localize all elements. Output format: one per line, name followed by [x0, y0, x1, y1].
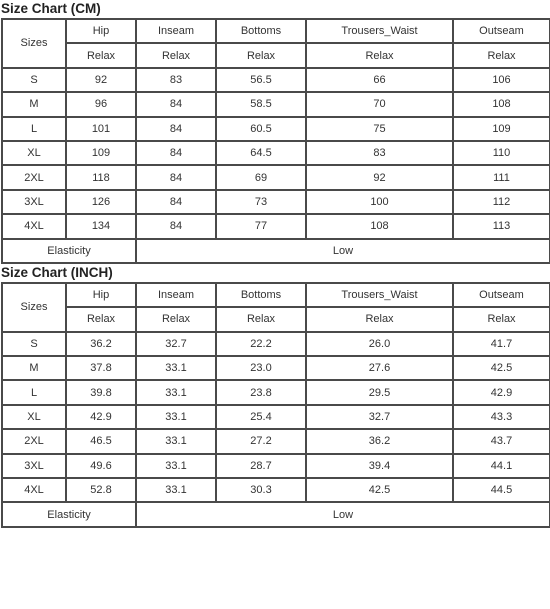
table-row	[2, 214, 550, 238]
value-cell: 111	[453, 165, 550, 189]
size-cell: 4XL	[2, 214, 66, 238]
size-chart-inch-section	[0, 264, 550, 528]
column-header-outseam: Outseam	[453, 19, 550, 43]
value-cell: 84	[136, 214, 216, 238]
table-row	[2, 454, 550, 478]
fit-cell: Relax	[453, 43, 550, 67]
value-cell: 58.5	[216, 92, 306, 116]
value-cell: 25.4	[216, 405, 306, 429]
column-header-bottoms: Bottoms	[216, 283, 306, 307]
value-cell: 36.2	[66, 332, 136, 356]
value-cell: 118	[66, 165, 136, 189]
table-row	[2, 478, 550, 502]
column-header-hip: Hip	[66, 283, 136, 307]
value-cell: 134	[66, 214, 136, 238]
value-cell: 36.2	[306, 429, 453, 453]
value-cell: 106	[453, 68, 550, 92]
size-cell: XL	[2, 405, 66, 429]
table-row	[2, 429, 550, 453]
table-row	[2, 332, 550, 356]
value-cell: 52.8	[66, 478, 136, 502]
value-cell: 27.6	[306, 356, 453, 380]
column-header-bottoms: Bottoms	[216, 19, 306, 43]
value-cell: 37.8	[66, 356, 136, 380]
value-cell: 26.0	[306, 332, 453, 356]
value-cell: 33.1	[136, 429, 216, 453]
fit-cell: Relax	[66, 43, 136, 67]
value-cell: 44.5	[453, 478, 550, 502]
table-row	[2, 380, 550, 404]
value-cell: 42.5	[306, 478, 453, 502]
fit-row	[2, 307, 550, 331]
size-cell: M	[2, 356, 66, 380]
value-cell: 22.2	[216, 332, 306, 356]
table-row	[2, 92, 550, 116]
value-cell: 109	[66, 141, 136, 165]
table-row	[2, 165, 550, 189]
value-cell: 56.5	[216, 68, 306, 92]
value-cell: 113	[453, 214, 550, 238]
fit-cell: Relax	[136, 43, 216, 67]
column-header-hip: Hip	[66, 19, 136, 43]
elasticity-value: Low	[136, 502, 550, 526]
column-header-outseam: Outseam	[453, 283, 550, 307]
value-cell: 60.5	[216, 117, 306, 141]
value-cell: 43.3	[453, 405, 550, 429]
value-cell: 32.7	[306, 405, 453, 429]
value-cell: 112	[453, 190, 550, 214]
size-cell: L	[2, 380, 66, 404]
value-cell: 108	[453, 92, 550, 116]
value-cell: 75	[306, 117, 453, 141]
size-chart-cm-table	[1, 18, 550, 264]
elasticity-row	[2, 502, 550, 526]
value-cell: 69	[216, 165, 306, 189]
table-row	[2, 68, 550, 92]
value-cell: 101	[66, 117, 136, 141]
table-row	[2, 141, 550, 165]
size-cell: S	[2, 68, 66, 92]
value-cell: 39.8	[66, 380, 136, 404]
value-cell: 33.1	[136, 454, 216, 478]
value-cell: 42.9	[453, 380, 550, 404]
value-cell: 44.1	[453, 454, 550, 478]
value-cell: 30.3	[216, 478, 306, 502]
value-cell: 46.5	[66, 429, 136, 453]
value-cell: 23.0	[216, 356, 306, 380]
value-cell: 83	[136, 68, 216, 92]
header-row	[2, 283, 550, 307]
header-row	[2, 19, 550, 43]
size-cell: S	[2, 332, 66, 356]
value-cell: 32.7	[136, 332, 216, 356]
value-cell: 84	[136, 117, 216, 141]
size-cell: 2XL	[2, 165, 66, 189]
value-cell: 33.1	[136, 356, 216, 380]
value-cell: 92	[306, 165, 453, 189]
value-cell: 42.9	[66, 405, 136, 429]
size-chart-cm-title: Size Chart (CM)	[1, 1, 101, 16]
value-cell: 100	[306, 190, 453, 214]
value-cell: 28.7	[216, 454, 306, 478]
elasticity-label: Elasticity	[2, 239, 136, 263]
value-cell: 126	[66, 190, 136, 214]
value-cell: 84	[136, 165, 216, 189]
value-cell: 33.1	[136, 478, 216, 502]
value-cell: 64.5	[216, 141, 306, 165]
value-cell: 29.5	[306, 380, 453, 404]
fit-row	[2, 43, 550, 67]
value-cell: 33.1	[136, 405, 216, 429]
value-cell: 108	[306, 214, 453, 238]
value-cell: 96	[66, 92, 136, 116]
table-row	[2, 117, 550, 141]
value-cell: 92	[66, 68, 136, 92]
value-cell: 109	[453, 117, 550, 141]
value-cell: 43.7	[453, 429, 550, 453]
sizes-header: Sizes	[2, 19, 66, 68]
value-cell: 39.4	[306, 454, 453, 478]
elasticity-value: Low	[136, 239, 550, 263]
value-cell: 66	[306, 68, 453, 92]
size-cell: 3XL	[2, 454, 66, 478]
value-cell: 84	[136, 141, 216, 165]
value-cell: 73	[216, 190, 306, 214]
fit-cell: Relax	[136, 307, 216, 331]
table-row	[2, 190, 550, 214]
value-cell: 84	[136, 92, 216, 116]
size-chart-inch-table	[1, 282, 550, 528]
elasticity-label: Elasticity	[2, 502, 136, 526]
value-cell: 41.7	[453, 332, 550, 356]
size-cell: XL	[2, 141, 66, 165]
fit-cell: Relax	[306, 307, 453, 331]
value-cell: 84	[136, 190, 216, 214]
size-cell: 2XL	[2, 429, 66, 453]
value-cell: 27.2	[216, 429, 306, 453]
sizes-header: Sizes	[2, 283, 66, 332]
value-cell: 70	[306, 92, 453, 116]
size-cell: M	[2, 92, 66, 116]
size-cell: 4XL	[2, 478, 66, 502]
table-row	[2, 356, 550, 380]
column-header-trousers-waist: Trousers_Waist	[306, 283, 453, 307]
fit-cell: Relax	[216, 43, 306, 67]
value-cell: 33.1	[136, 380, 216, 404]
fit-cell: Relax	[66, 307, 136, 331]
value-cell: 49.6	[66, 454, 136, 478]
size-chart-inch-title: Size Chart (INCH)	[1, 264, 113, 280]
column-header-inseam: Inseam	[136, 19, 216, 43]
size-cell: L	[2, 117, 66, 141]
value-cell: 83	[306, 141, 453, 165]
elasticity-row	[2, 239, 550, 263]
size-cell: 3XL	[2, 190, 66, 214]
value-cell: 42.5	[453, 356, 550, 380]
fit-cell: Relax	[306, 43, 453, 67]
fit-cell: Relax	[453, 307, 550, 331]
value-cell: 77	[216, 214, 306, 238]
table-row	[2, 405, 550, 429]
column-header-trousers-waist: Trousers_Waist	[306, 19, 453, 43]
value-cell: 23.8	[216, 380, 306, 404]
size-chart-cm-section	[0, 0, 550, 264]
fit-cell: Relax	[216, 307, 306, 331]
value-cell: 110	[453, 141, 550, 165]
column-header-inseam: Inseam	[136, 283, 216, 307]
